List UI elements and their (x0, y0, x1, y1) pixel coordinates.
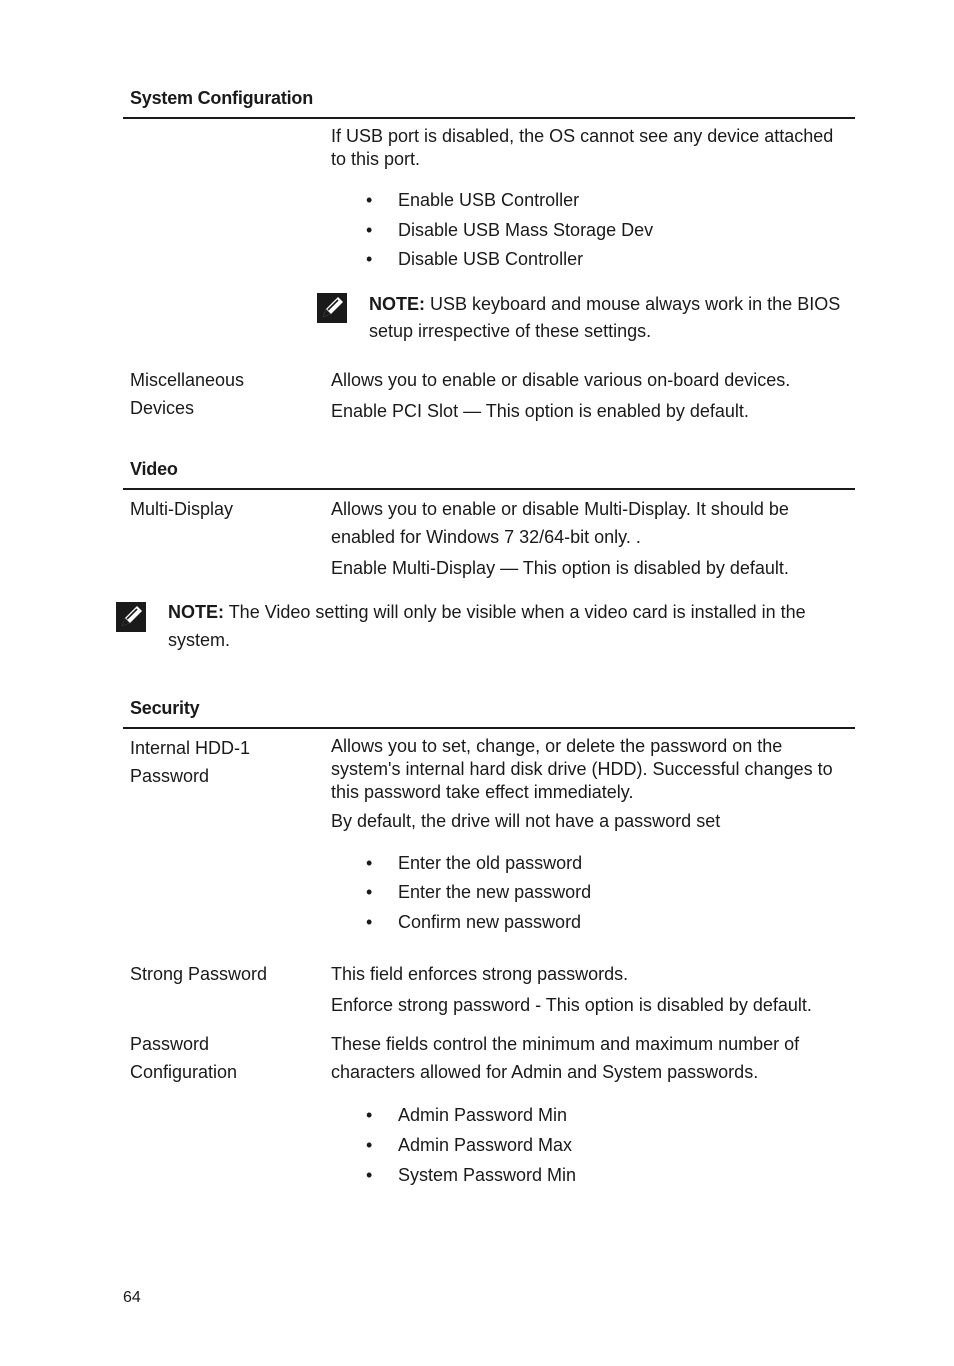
hdd-password-description-line-3: this password take effect immediately. (331, 782, 634, 802)
bullet-icon: • (366, 882, 373, 902)
bullet-icon: • (366, 249, 373, 269)
list-item: Enter the new password (398, 882, 592, 902)
list-item: Confirm new password (398, 912, 582, 932)
page-number: 64 (123, 1289, 141, 1306)
password-configuration-description-line-1: These fields control the minimum and maximum number of (331, 1034, 800, 1054)
list-item: System Password Min (398, 1165, 577, 1185)
password-configuration-description-line-2: characters allowed for Admin and System passwords. (331, 1062, 759, 1082)
hdd-password-default: By default, the drive will not have a password set (331, 811, 721, 831)
usb-note-line-2: setup irrespective of these settings. (369, 321, 652, 341)
strong-password-label: Strong Password (130, 964, 268, 984)
note-label: NOTE: (168, 602, 224, 622)
misc-devices-label-line-1: Miscellaneous (130, 370, 245, 390)
list-item: Disable USB Controller (398, 249, 584, 269)
bullet-icon: • (366, 912, 373, 932)
video-note-line-2: system. (168, 630, 231, 650)
strong-password-description: This field enforces strong passwords. (331, 964, 629, 984)
hdd-password-description-line-2: system's internal hard disk drive (HDD). Successful changes to (331, 759, 833, 779)
misc-devices-label-line-2: Devices (130, 398, 195, 418)
section-title-system-configuration: System Configuration (130, 88, 314, 108)
usb-description-line-1: If USB port is disabled, the OS cannot see any device attached (331, 126, 834, 146)
bullet-icon: • (366, 1105, 373, 1125)
bullet-icon: • (366, 1135, 373, 1155)
note-pencil-icon (116, 602, 146, 632)
list-item: Admin Password Max (398, 1135, 573, 1155)
hdd-password-description-line-1: Allows you to set, change, or delete the password on the (331, 736, 783, 756)
bullet-icon: • (366, 190, 373, 210)
strong-password-option: Enforce strong password - This option is disabled by default. (331, 995, 812, 1015)
multi-display-description-line-1: Allows you to enable or disable Multi-Display. It should be (331, 499, 789, 519)
bullet-icon: • (366, 220, 373, 240)
video-note-line-1 (168, 602, 806, 623)
section-title-video: Video (130, 459, 178, 479)
list-item: Disable USB Mass Storage Dev (398, 220, 654, 240)
list-item: Admin Password Min (398, 1105, 568, 1125)
note-text: USB keyboard and mouse always work in the BIOS (430, 294, 841, 314)
note-text: The Video setting will only be visible when a video card is installed in the (228, 602, 806, 622)
password-configuration-label-line-1: Password (130, 1034, 210, 1054)
section-title-security: Security (130, 698, 200, 718)
multi-display-label: Multi-Display (130, 499, 234, 519)
hdd-password-label-line-1: Internal HDD-1 (130, 738, 251, 758)
section-rule (123, 117, 855, 119)
note-pencil-icon (317, 293, 347, 323)
multi-display-description-line-2: enabled for Windows 7 32/64-bit only. . (331, 527, 641, 547)
note-label: NOTE: (369, 294, 425, 314)
multi-display-option: Enable Multi-Display — This option is disabled by default. (331, 558, 789, 578)
section-rule (123, 488, 855, 490)
password-configuration-label-line-2: Configuration (130, 1062, 238, 1082)
list-item: Enable USB Controller (398, 190, 580, 210)
bullet-icon: • (366, 853, 373, 873)
section-rule (123, 727, 855, 729)
misc-devices-description: Allows you to enable or disable various on-board devices. (331, 370, 791, 390)
list-item: Enter the old password (398, 853, 583, 873)
misc-devices-option: Enable PCI Slot — This option is enabled by default. (331, 401, 749, 421)
bullet-icon: • (366, 1165, 373, 1185)
usb-description-line-2: to this port. (331, 149, 421, 169)
hdd-password-label-line-2: Password (130, 766, 210, 786)
usb-note-line-1 (369, 294, 840, 315)
